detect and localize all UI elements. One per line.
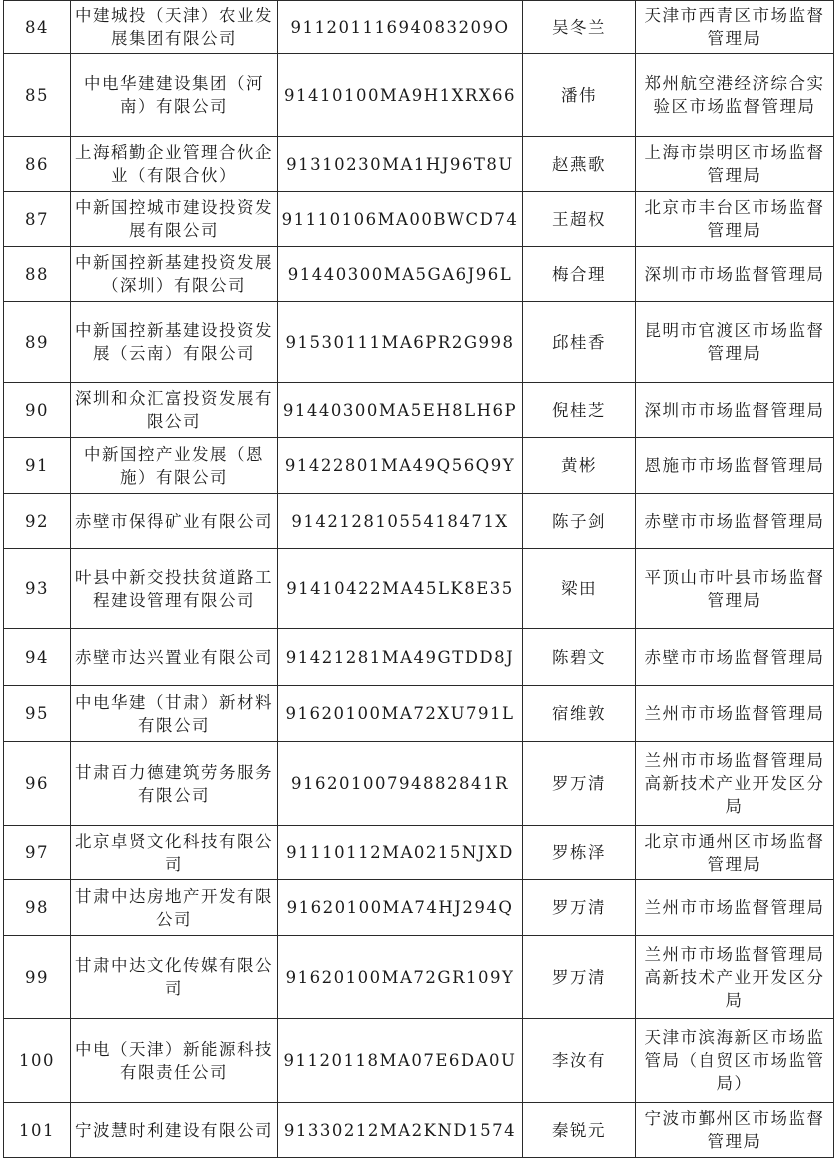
table-row <box>4 302 834 383</box>
credit-code: 91330212MA2KND1574 <box>278 1103 523 1158</box>
table-row <box>4 1 834 54</box>
row-number: 100 <box>4 1019 71 1103</box>
registration-authority: 天津市滨海新区市场监管局（自贸区市场监管局） <box>636 1019 834 1103</box>
credit-code: 91620100MA74HJ294Q <box>278 880 523 936</box>
row-number: 86 <box>4 137 71 192</box>
registration-authority: 兰州市市场监督管理局 <box>636 686 834 742</box>
row-number: 89 <box>4 302 71 383</box>
registration-authority: 平顶山市叶县市场监督管理局 <box>636 549 834 629</box>
registration-authority: 北京市通州区市场监督管理局 <box>636 826 834 880</box>
registration-authority: 赤壁市市场监督管理局 <box>636 494 834 549</box>
legal-representative: 陈碧文 <box>523 629 636 686</box>
table-row <box>4 383 834 438</box>
legal-representative: 李汝有 <box>523 1019 636 1103</box>
registration-authority: 深圳市市场监督管理局 <box>636 383 834 438</box>
credit-code: 91620100794882841R <box>278 742 523 826</box>
company-name: 中电华建（甘肃）新材料有限公司 <box>71 686 278 742</box>
company-name: 中建城投（天津）农业发展集团有限公司 <box>71 1 278 54</box>
legal-representative: 梅合理 <box>523 247 636 302</box>
company-name: 宁波慧时利建设有限公司 <box>71 1103 278 1158</box>
table-row <box>4 54 834 137</box>
registration-authority: 上海市崇明区市场监督管理局 <box>636 137 834 192</box>
row-number: 84 <box>4 1 71 54</box>
enterprise-registry-table <box>3 0 834 1158</box>
row-number: 90 <box>4 383 71 438</box>
row-number: 99 <box>4 936 71 1019</box>
row-number: 101 <box>4 1103 71 1158</box>
table-row <box>4 137 834 192</box>
table-row <box>4 549 834 629</box>
credit-code: 91120111694083209O <box>278 1 523 54</box>
legal-representative: 倪桂芝 <box>523 383 636 438</box>
legal-representative: 王超权 <box>523 192 636 247</box>
row-number: 94 <box>4 629 71 686</box>
company-name: 中新国控新基建设投资发展（云南）有限公司 <box>71 302 278 383</box>
registration-authority: 兰州市市场监督管理局 <box>636 880 834 936</box>
row-number: 92 <box>4 494 71 549</box>
row-number: 91 <box>4 438 71 494</box>
legal-representative: 宿维敦 <box>523 686 636 742</box>
legal-representative: 梁田 <box>523 549 636 629</box>
row-number: 87 <box>4 192 71 247</box>
company-name: 甘肃中达房地产开发有限公司 <box>71 880 278 936</box>
registration-authority: 郑州航空港经济综合实验区市场监督管理局 <box>636 54 834 137</box>
company-name: 中电（天津）新能源科技有限责任公司 <box>71 1019 278 1103</box>
credit-code: 91410422MA45LK8E35 <box>278 549 523 629</box>
credit-code: 91410100MA9H1XRX66 <box>278 54 523 137</box>
legal-representative: 赵燕歌 <box>523 137 636 192</box>
credit-code: 91421281MA49GTDD8J <box>278 629 523 686</box>
row-number: 98 <box>4 880 71 936</box>
company-name: 中新国控新基建投资发展（深圳）有限公司 <box>71 247 278 302</box>
table-row <box>4 826 834 880</box>
table-row <box>4 494 834 549</box>
row-number: 85 <box>4 54 71 137</box>
table-row <box>4 742 834 826</box>
legal-representative: 罗万清 <box>523 936 636 1019</box>
legal-representative: 罗万清 <box>523 880 636 936</box>
table-row <box>4 438 834 494</box>
row-number: 97 <box>4 826 71 880</box>
table-row <box>4 686 834 742</box>
credit-code: 91310230MA1HJ96T8U <box>278 137 523 192</box>
legal-representative: 秦锐元 <box>523 1103 636 1158</box>
registration-authority: 天津市西青区市场监督管理局 <box>636 1 834 54</box>
table-row <box>4 247 834 302</box>
credit-code: 91440300MA5GA6J96L <box>278 247 523 302</box>
registration-authority: 北京市丰台区市场监督管理局 <box>636 192 834 247</box>
registration-authority: 昆明市官渡区市场监督管理局 <box>636 302 834 383</box>
registration-authority: 兰州市市场监督管理局高新技术产业开发区分局 <box>636 742 834 826</box>
credit-code: 91421281055418471X <box>278 494 523 549</box>
legal-representative: 吴冬兰 <box>523 1 636 54</box>
company-name: 深圳和众汇富投资发展有限公司 <box>71 383 278 438</box>
registration-authority: 深圳市市场监督管理局 <box>636 247 834 302</box>
credit-code: 91110106MA00BWCD74 <box>278 192 523 247</box>
row-number: 88 <box>4 247 71 302</box>
credit-code: 91440300MA5EH8LH6P <box>278 383 523 438</box>
credit-code: 91530111MA6PR2G998 <box>278 302 523 383</box>
legal-representative: 黄彬 <box>523 438 636 494</box>
credit-code: 91422801MA49Q56Q9Y <box>278 438 523 494</box>
company-name: 赤壁市达兴置业有限公司 <box>71 629 278 686</box>
legal-representative: 邱桂香 <box>523 302 636 383</box>
company-name: 上海稻勤企业管理合伙企业（有限合伙） <box>71 137 278 192</box>
legal-representative: 陈子剑 <box>523 494 636 549</box>
table-row <box>4 1019 834 1103</box>
row-number: 93 <box>4 549 71 629</box>
credit-code: 91620100MA72XU791L <box>278 686 523 742</box>
registration-authority: 宁波市鄞州区市场监督管理局 <box>636 1103 834 1158</box>
company-name: 赤壁市保得矿业有限公司 <box>71 494 278 549</box>
table-row <box>4 936 834 1019</box>
legal-representative: 罗栋泽 <box>523 826 636 880</box>
table-row <box>4 1103 834 1158</box>
table-row <box>4 629 834 686</box>
company-name: 甘肃百力德建筑劳务服务有限公司 <box>71 742 278 826</box>
registration-authority: 恩施市市场监督管理局 <box>636 438 834 494</box>
legal-representative: 罗万清 <box>523 742 636 826</box>
company-name: 北京卓贤文化科技有限公司 <box>71 826 278 880</box>
row-number: 96 <box>4 742 71 826</box>
company-name: 中电华建建设集团（河南）有限公司 <box>71 54 278 137</box>
legal-representative: 潘伟 <box>523 54 636 137</box>
row-number: 95 <box>4 686 71 742</box>
registration-authority: 兰州市市场监督管理局高新技术产业开发区分局 <box>636 936 834 1019</box>
company-name: 中新国控产业发展（恩施）有限公司 <box>71 438 278 494</box>
company-name: 中新国控城市建设投资发展有限公司 <box>71 192 278 247</box>
company-name: 叶县中新交投扶贫道路工程建设管理有限公司 <box>71 549 278 629</box>
credit-code: 91110112MA0215NJXD <box>278 826 523 880</box>
table-row <box>4 192 834 247</box>
credit-code: 91120118MA07E6DA0U <box>278 1019 523 1103</box>
credit-code: 91620100MA72GR109Y <box>278 936 523 1019</box>
registration-authority: 赤壁市市场监督管理局 <box>636 629 834 686</box>
table-row <box>4 880 834 936</box>
company-name: 甘肃中达文化传媒有限公司 <box>71 936 278 1019</box>
